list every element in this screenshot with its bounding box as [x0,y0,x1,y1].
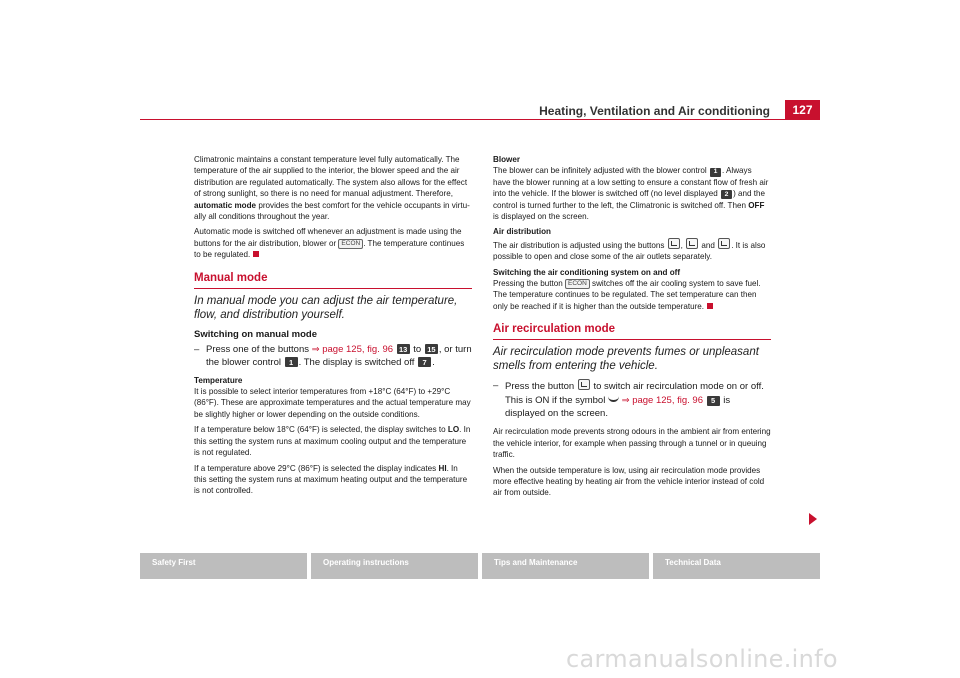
temperature-high-paragraph: If a temperature above 29°C (86°F) is selected the display indicates HI. In this setting the system runs at maximum heating output and the temperature is not controlled. [194,463,468,496]
recirculation-button-icon [578,379,590,390]
callout-15: 15 [425,344,438,354]
automatic-off-paragraph: Automatic mode is switched off whenever an adjustment is made using the buttons for the air distribution, blower or ECON . The temperature continues to be regulated. [194,227,465,260]
footer-tab-tips-maintenance[interactable]: Tips and Maintenance [482,553,649,579]
manual-mode-step: – Press one of the buttons ⇒ page 125, fig. 96 13 to 15 , or turn the blower control 1 . The display is switched off 7 . [194,343,472,368]
footer-tabs [140,553,820,579]
air-distribution-footwell-icon [718,238,730,249]
next-page-arrow-icon[interactable] [809,513,817,525]
ac-switch-paragraph: Pressing the button ECON switches off the air cooling system to save fuel. The temperature continues to be regulated. The set temperature can then only be reached if it is higher than the outside temperature. [493,279,761,311]
econ-button-symbol: ECON [565,279,590,289]
air-distribution-windscreen-icon [668,238,680,249]
blower-heading: Blower [493,155,520,164]
callout-13: 13 [397,344,410,354]
section-rule [493,339,771,340]
ac-switch-heading: Switching the air conditioning system on and off [493,267,681,277]
section-end-mark [253,251,259,257]
recirculation-symbol-icon [608,393,619,402]
right-column [493,154,771,503]
air-recirculation-step: – Press the button to switch air recirculation mode on or off. This is ON if the symbol ⇒ page 125, fig. 96 5 is displayed on the screen. [493,380,764,420]
section-title-air-recirculation: Air recirculation mode [493,323,616,336]
recirculation-heating-paragraph: When the outside temperature is low, using air recirculation mode provides more effective heating by heating air from the vehicle interior instead of cold air from outside. [493,465,765,498]
page-reference-link[interactable]: ⇒ page 125, fig. 96 [311,343,394,355]
econ-button-symbol: ECON [338,239,363,249]
footer-tab-operating-instructions[interactable]: Operating instructions [311,553,478,579]
page-header-title: Heating, Ventilation and Air conditioning [539,104,770,118]
blower-paragraph: The blower can be infinitely adjusted with the blower control 1 . Always have the blower running at a low setting to ensure a constant flow of fresh air into the vehicle. If the blower is switched off (no level displayed 2 ) and the control is turned further to the left, the Climatronic is switched off. Then OFF is displayed on the screen. [493,166,769,222]
air-distribution-heading: Air distribution [493,227,551,237]
footer-tab-safety-first[interactable]: Safety First [140,553,307,579]
left-column [194,154,472,501]
page-number: 127 [785,100,820,119]
temperature-range-paragraph: It is possible to select interior temperatures from +18°C (64°F) to +29°C (86°F). These are approximate temperatures and the actual temperature may be slightly higher or lower depending on the outside conditions. [194,387,471,419]
callout-1: 1 [285,357,298,367]
watermark: carmanualsonline.info [566,645,838,673]
section-rule [194,288,472,289]
switching-manual-heading: Switching on manual mode [194,328,317,340]
footer-tab-technical-data[interactable]: Technical Data [653,553,820,579]
page-reference-link[interactable]: ⇒ page 125, fig. 96 [621,395,703,407]
air-recirculation-intro: Air recirculation mode prevents fumes or unpleasant smells from entering the vehicle. [493,346,759,373]
callout-1: 1 [710,168,721,177]
temperature-low-paragraph: If a temperature below 18°C (64°F) is selected, the display switches to LO. In this setting the system runs at maximum cooling output and the temperature is not regulated. [194,425,471,458]
callout-7: 7 [418,357,431,367]
recirculation-odours-paragraph: Air recirculation mode prevents strong odours in the ambient air from entering the vehicle interior, for example when passing through a tunnel or in queuing traffic. [493,427,771,460]
section-end-mark [707,303,713,309]
header-rule [140,119,820,120]
callout-2: 2 [721,190,732,199]
temperature-heading: Temperature [194,375,243,385]
air-distribution-paragraph: The air distribution is adjusted using the buttons , and . It is also possible to open and close some of the air outlets separately. [493,238,771,263]
section-title-manual-mode: Manual mode [194,271,268,284]
air-distribution-upper-body-icon [686,238,698,249]
manual-mode-intro: In manual mode you can adjust the air temperature, flow, and distribution yourself. [194,294,458,321]
callout-5: 5 [707,396,720,406]
intro-paragraph: Climatronic maintains a constant temperature level fully automatically. The temperature of the air supplied to the interior, the blower speed and the air distribution are regulated automatically. The system also allows for the effect of strong sunlight, so there is no need for manual adjustment. Therefore, automatic mode provides the best comfort for the vehicle occupants in virtu-ally all conditions throughout the year. [194,155,470,222]
